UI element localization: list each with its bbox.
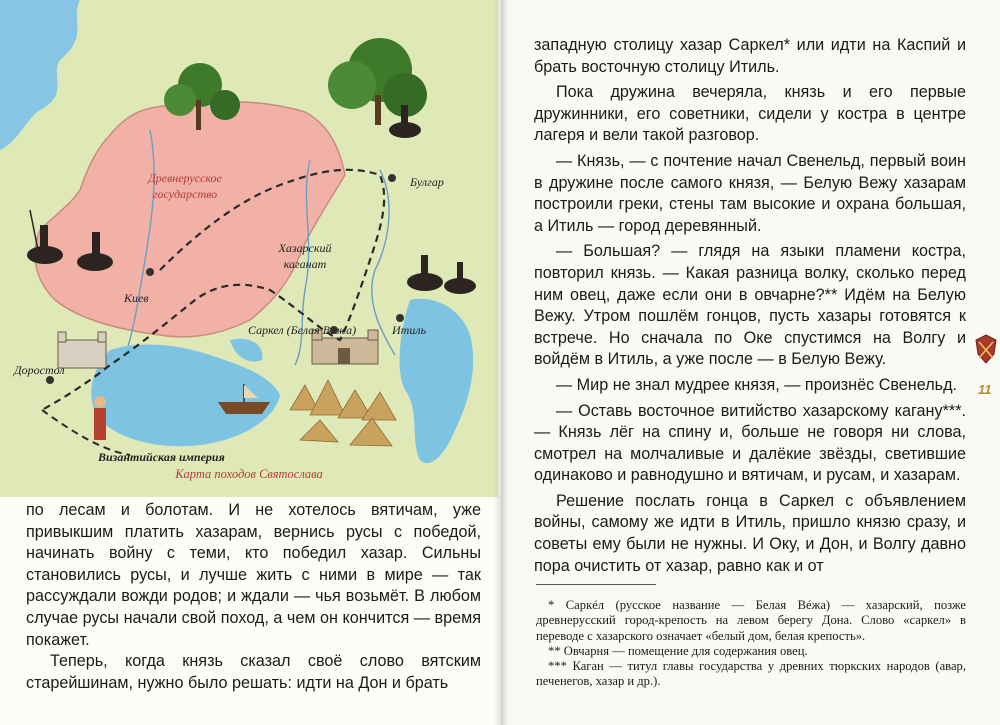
footnote-rule	[536, 584, 656, 585]
dorostol-marker	[46, 376, 54, 384]
kiev-marker	[146, 268, 154, 276]
right-paragraph-0: западную столицу хазар Саркел* или идти на Каспий и брать восточную столицу Итиль.	[534, 36, 966, 76]
map-label-kiev: Киев	[124, 291, 149, 305]
right-paragraph-2: — Князь, — с почтение начал Свенельд, первый воин в дружине после самого князя, — Белую Вежу хазарам построили греки, стены там высокие и охрана большая, а Итиль — город деревянный.	[534, 151, 966, 235]
footnote-1: * Саркéл (русское название — Белая Вéжа) — хазарский, позже древнерусский город-крепость на левом берегу Дона. Слово «саркел» в переводе с хазарского означает «белый дом, белая крепость».	[536, 598, 966, 643]
shield-emblem-icon	[974, 334, 998, 364]
left-paragraph-1: по лесам и болотам. И не хотелось вятичам, уже привыкшим платить хазарам, вернись русы с победой, начинать войну с теми, кто победил хазар. Сильны становились русы, и лучше жить с ними в мире — так рассуждали вожди родов; и ждали — чья возьмёт. В любом случае русы начали свой поход, а чем он кончится — время покажет.	[26, 501, 481, 649]
right-paragraph-5: — Оставь восточное витийство хазарскому кагану***. — Князь лёг на спину и, больше не говоря ни слова, смотрел на молчаливые и далёкие звёзды, светившие одинаково и равнодушно и вятичам, и русам, и хазарам.	[534, 401, 966, 485]
map-illustration	[0, 0, 498, 497]
map-label-state-line2: государство	[152, 187, 218, 201]
right-paragraph-6: Решение послать гонца в Саркел с объявлением войны, самому же идти в Итиль, пришло князю сразу, и советы ему были не нужны. И Оку, и Дон, и Волгу давно пора очистить от хазар, равно как и от	[534, 491, 966, 575]
warrior-figure-icon	[94, 396, 106, 440]
left-paragraph-2: Теперь, когда князь сказал своё слово вятским старейшинам, нужно было решать: идти на Дон и брать	[26, 652, 481, 692]
map-label-bulgar: Булгар	[410, 175, 444, 189]
right-paragraph-4: — Мир не знал мудрее князя, — произнёс Свенельд.	[556, 375, 958, 394]
campaign-map	[0, 0, 498, 497]
map-label-sarkel: Саркел (Белая Вежа)	[248, 323, 357, 337]
footnotes	[536, 598, 966, 690]
map-label-dorostol: Доростол	[14, 363, 65, 377]
map-label-byzantium: Византийская империя	[98, 450, 225, 464]
map-label-khazar-line2: каганат	[283, 257, 327, 271]
bulgar-marker	[388, 174, 396, 182]
map-label-state-line1: Древнерусское	[148, 171, 222, 185]
page-number: 11	[978, 382, 992, 397]
left-body-text	[26, 500, 481, 694]
map-label-itil: Итиль	[392, 323, 427, 337]
map-label-khazar-line1: Хазарский	[278, 241, 332, 255]
itil-marker	[396, 314, 404, 322]
right-body-text	[534, 35, 966, 581]
footnote-3: *** Каган — титул главы государства у древних тюркских народов (авар, печенегов, хазар и др.).	[536, 659, 966, 689]
right-paragraph-1: Пока дружина вечеряла, князь и его первые дружинники, его советники, сидели у костра в центре лагеря и вели такой разговор.	[534, 83, 966, 145]
footnote-2: ** Овчарня — помещение для содержания овец.	[548, 643, 808, 658]
map-caption: Карта походов Святослава	[175, 467, 323, 481]
right-paragraph-3: — Большая? — глядя на языки пламени костра, повторил князь. — Какая разница волку, сколько перед ним овец, даже если они в овчарне?** Идём на Белую Вежу. Утром пошлём гонцов, пусть хазары готовятся к встрече. Но сначала по Оке спустимся на Волгу и войдём в Итиль, а уже после — в Белую Вежу.	[534, 242, 966, 369]
book-gutter	[494, 0, 508, 725]
